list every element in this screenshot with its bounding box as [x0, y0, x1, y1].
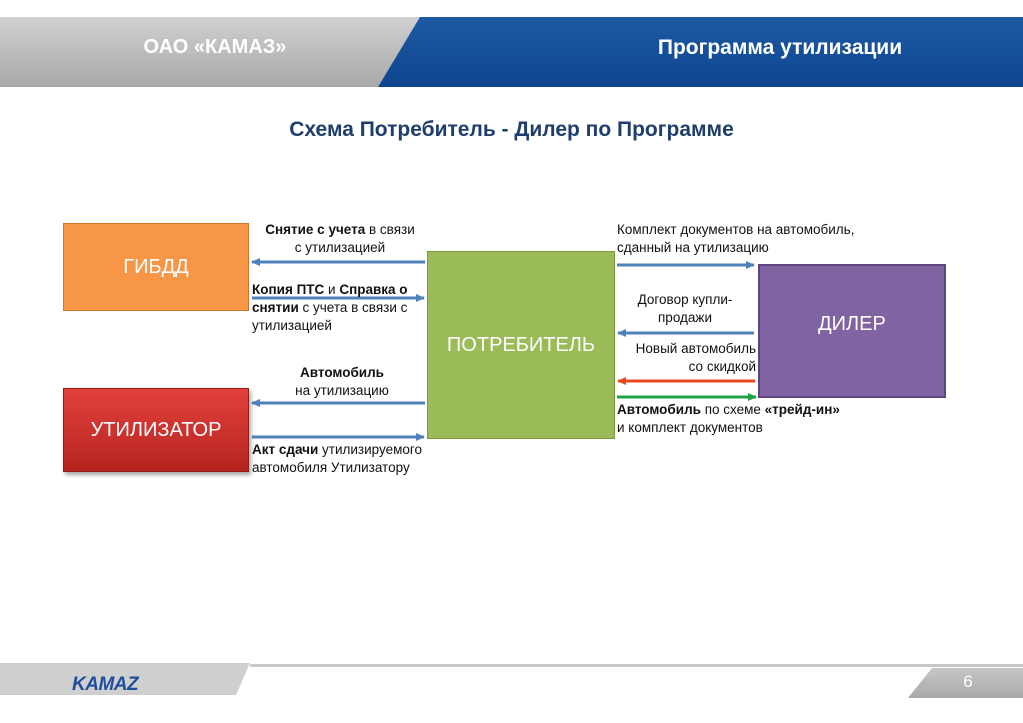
program-title: Программа утилизации [657, 36, 903, 59]
company-name: ОАО «КАМАЗ» [143, 36, 287, 58]
utilizer-box: УТИЛИЗАТОР [63, 388, 249, 472]
label-tradein: Автомобиль по схеме «трейд-ин» и комплект документов [617, 402, 840, 435]
dealer-box: ДИЛЕР [758, 264, 946, 398]
label-car-recycle: Автомобиль на утилизацию [295, 365, 389, 398]
consumer-box: ПОТРЕБИТЕЛЬ [427, 251, 615, 439]
label-docs: Комплект документов на автомобиль, сданный на утилизацию [617, 222, 855, 255]
label-deregistration: Снятие с учета в связи с утилизацией [265, 222, 415, 255]
page-number: 6 [963, 672, 973, 691]
label-contract: Договор купли- продажи [637, 292, 733, 325]
gibdd-box: ГИБДД [63, 223, 249, 311]
label-pts-copy: Копия ПТС и Справка о снятии с учета в связи с утилизацией [252, 282, 408, 333]
kamaz-logo: KAMAZ [72, 674, 139, 695]
slide-title: Схема Потребитель - Дилер по Программе [289, 118, 734, 141]
label-act: Акт сдачи утилизируемого автомобиля Утилизатору [252, 442, 423, 475]
label-new-car: Новый автомобиль со скидкой [635, 341, 756, 374]
footer-divider [250, 664, 1023, 667]
